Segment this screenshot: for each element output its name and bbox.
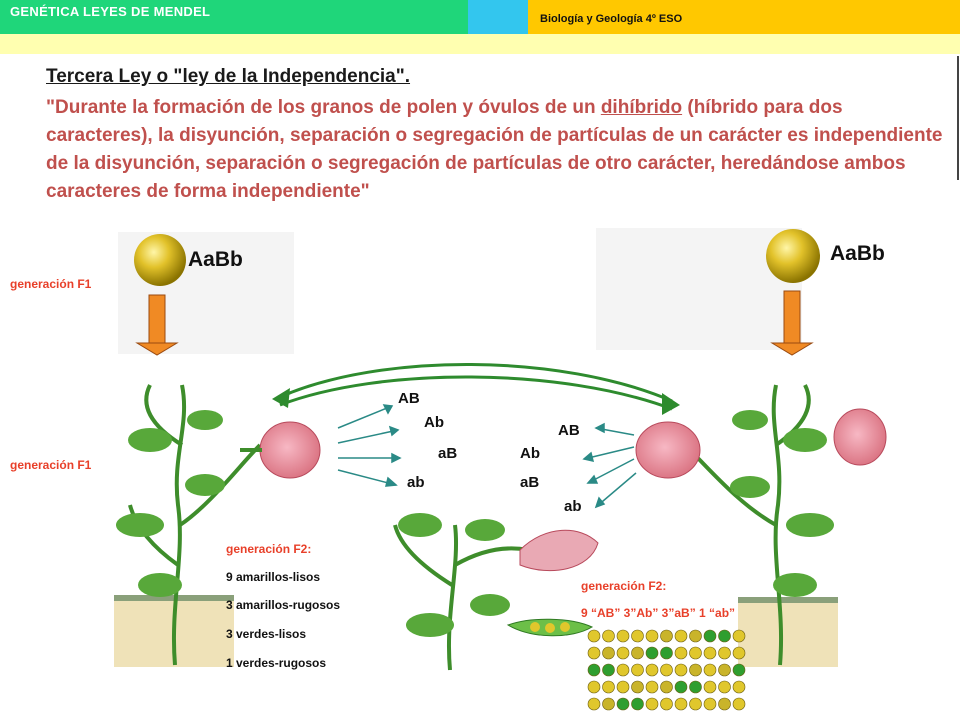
flower-right-2 — [834, 409, 886, 465]
f2-seed — [704, 698, 716, 710]
f2-seed — [661, 630, 673, 642]
down-arrow-right-icon — [772, 291, 812, 355]
header-bar-cyan — [468, 0, 528, 34]
f2-seed — [588, 647, 600, 659]
f2-seed — [603, 647, 615, 659]
gamete-right-Ab: Ab — [520, 445, 540, 462]
f2-seed — [661, 681, 673, 693]
f2-left-title: generación F2: — [226, 542, 312, 556]
seed-f1-left — [134, 234, 186, 286]
f2-left-line-4: 1 verdes-rugosos — [226, 656, 327, 670]
gen-label-f1-top: generación F1 — [10, 277, 92, 291]
f2-seed — [661, 647, 673, 659]
f2-seed — [632, 681, 644, 693]
f2-seed — [733, 664, 745, 676]
f2-seed — [704, 630, 716, 642]
f2-seed — [733, 647, 745, 659]
f2-seeds-grid — [588, 630, 745, 710]
f2-seed — [603, 681, 615, 693]
soil-right — [738, 597, 838, 667]
f2-seed — [690, 664, 702, 676]
gamete-right-ab: ab — [564, 498, 582, 515]
f2-seed — [632, 664, 644, 676]
gamete-right-aB: aB — [520, 474, 540, 491]
f2-seed — [675, 664, 687, 676]
f2-seed — [603, 630, 615, 642]
down-arrow-left-icon — [137, 295, 177, 355]
gamete-left-Ab: Ab — [424, 414, 444, 431]
vertical-rule — [957, 56, 959, 180]
f2-seed — [704, 664, 716, 676]
gamete-right-AB: AB — [558, 422, 580, 439]
f2-seed — [646, 664, 658, 676]
gamete-left-ab: ab — [407, 474, 425, 491]
f2-seed — [719, 681, 731, 693]
pea-seedling-center — [395, 525, 545, 670]
f2-seed — [675, 681, 687, 693]
f2-seed — [617, 630, 629, 642]
f2-seed — [661, 664, 673, 676]
law-text-part: (híbrido para dos caracteres), la disyunción, separación o segregación de partículas de un carácter es independiente de la disyunción, separación o segregación de partículas de otro carácter, heredándose ambos caracteres de forma independiente" — [46, 97, 943, 202]
f2-seed — [704, 681, 716, 693]
course-title: GENÉTICA LEYES DE MENDEL — [10, 4, 211, 19]
f2-seed — [690, 630, 702, 642]
f2-seed — [588, 664, 600, 676]
f2-seed — [646, 630, 658, 642]
law-text-underlined: dihíbrido — [600, 97, 683, 118]
f2-seed — [675, 630, 687, 642]
genotype-left: AaBb — [188, 248, 243, 271]
f2-seed — [733, 698, 745, 710]
gamete-arrows-left — [338, 405, 400, 486]
f2-seed — [632, 630, 644, 642]
header-strip — [0, 34, 960, 54]
law-text-part: "Durante la formación de los granos de polen y óvulos de un — [46, 97, 601, 118]
flower-right-1 — [636, 422, 700, 478]
f2-seed — [704, 647, 716, 659]
f2-seed — [690, 647, 702, 659]
f2-seed — [603, 698, 615, 710]
f2-seed — [675, 647, 687, 659]
f2-seed — [617, 681, 629, 693]
f2-seed — [632, 647, 644, 659]
genotype-right: AaBb — [830, 242, 885, 265]
genetics-illustration — [0, 225, 960, 720]
law-text — [46, 94, 946, 206]
subject-label: Biología y Geología 4º ESO — [540, 13, 683, 25]
gen-label-f1-mid: generación F1 — [10, 458, 92, 472]
f2-seed — [646, 647, 658, 659]
f2-seed — [646, 681, 658, 693]
f2-seed — [690, 698, 702, 710]
f2-seed — [603, 664, 615, 676]
f2-seed — [617, 698, 629, 710]
f2-seed — [690, 681, 702, 693]
f2-seed — [588, 630, 600, 642]
f2-seed — [733, 630, 745, 642]
f2-left-line-1: 9 amarillos-lisos — [226, 570, 321, 584]
law-title: Tercera Ley o "ley de la Independencia". — [46, 66, 411, 87]
f2-seed — [646, 698, 658, 710]
f2-seed — [719, 630, 731, 642]
f2-seed — [675, 698, 687, 710]
f2-seed — [588, 681, 600, 693]
seed-f1-right — [766, 229, 820, 283]
gamete-left-aB: aB — [438, 445, 458, 462]
gamete-left-AB: AB — [398, 390, 420, 407]
f2-seed — [719, 647, 731, 659]
f2-seed — [632, 698, 644, 710]
f2-seed — [719, 664, 731, 676]
f2-right-title: generación F2: — [581, 579, 667, 593]
f2-left-line-2: 3 amarillos-rugosos — [226, 598, 341, 612]
f2-seed — [617, 647, 629, 659]
f2-seed — [588, 698, 600, 710]
f2-left-line-3: 3 verdes-lisos — [226, 627, 307, 641]
f2-seed — [617, 664, 629, 676]
f2-seed — [719, 698, 731, 710]
f2-seed — [661, 698, 673, 710]
cross-arrow-icon — [272, 364, 680, 415]
f2-right-ratio: 9 “AB” 3”Ab” 3”aB” 1 “ab” — [581, 606, 736, 620]
f2-seed — [733, 681, 745, 693]
flower-left — [260, 422, 320, 478]
gamete-arrows-right — [584, 424, 636, 507]
